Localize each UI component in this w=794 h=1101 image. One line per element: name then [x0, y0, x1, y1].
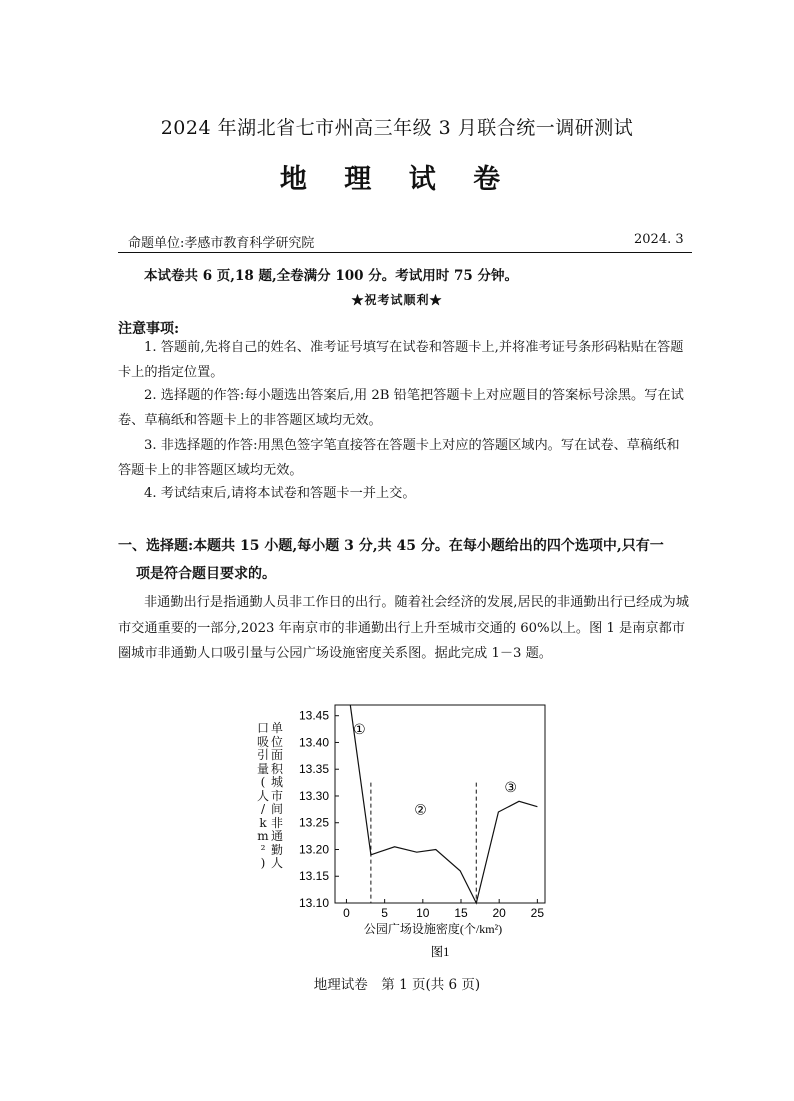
- y-tick-label: 13.25: [298, 815, 329, 830]
- x-tick-label: 15: [454, 906, 468, 920]
- region-label: ③: [504, 779, 517, 796]
- note-item-4: 4. 考试结束后,请将本试卷和答题卡一并上交。: [144, 486, 416, 501]
- y-tick-label: 13.45: [298, 708, 329, 723]
- section-heading-line2: 项是符合题目要求的。: [136, 566, 276, 582]
- exam-date: 2024. 3: [634, 232, 684, 247]
- x-tick-label: 20: [492, 906, 506, 920]
- issuing-unit: 命题单位:孝感市教育科学研究院: [128, 236, 315, 251]
- figure-caption: 图1: [430, 945, 450, 959]
- y-tick-label: 13.10: [298, 896, 329, 910]
- subject-title: 地 理 试 卷: [279, 164, 515, 195]
- x-tick-label: 5: [381, 906, 388, 920]
- notes-title: 注意事项:: [118, 321, 180, 337]
- series-line: [350, 705, 537, 903]
- y-axis-label-part1: 单 位 面 积 城 市 间 非 通 勤 人: [270, 721, 283, 870]
- x-tick-label: 0: [343, 906, 350, 920]
- chart-svg: [250, 700, 550, 970]
- note-item-1: 1. 答题前,先将自己的姓名、准考证号填写在试卷和答题卡上,并将准考证号条形码粘贴在答题卡上的指定位置。: [118, 340, 684, 380]
- y-tick-label: 13.20: [298, 842, 329, 857]
- exam-intro: 本试卷共 6 页,18 题,全卷满分 100 分。考试用时 75 分钟。: [144, 268, 518, 284]
- figure-1-chart: [250, 700, 550, 970]
- good-luck-banner: ★祝考试顺利★: [351, 293, 443, 307]
- note-item-2: 2. 选择题的作答:每小题选出答案后,用 2B 铅笔把答题卡上对应题目的答案标号涂黑。写在试卷、草稿纸和答题卡上的非答题区域均无效。: [118, 388, 684, 428]
- question-passage: 非通勤出行是指通勤人员非工作日的出行。随着社会经济的发展,居民的非通勤出行已经成为城市交通重要的一部分,2023 年南京市的非通勤出行上升至城市交通的 60%以上。图 1 是南京都市圈城市非通勤人口吸引量与公园广场设施密度关系图。据此完成 1－3 题。: [118, 595, 689, 661]
- y-tick-label: 13.15: [298, 869, 329, 884]
- page-footer: 地理试卷 第 1 页(共 6 页): [313, 977, 481, 993]
- y-tick-label: 13.40: [298, 735, 329, 750]
- y-tick-label: 13.30: [298, 788, 329, 803]
- section-heading-line1: 一、选择题:本题共 15 小题,每小题 3 分,共 45 分。在每小题给出的四个选项中,只有一: [118, 538, 664, 554]
- y-axis-label-part2: 口 吸 引 量 ( 人 / k m ² ): [256, 721, 269, 870]
- x-axis-label: 公园广场设施密度(个/km²): [363, 922, 503, 936]
- header-divider: [118, 252, 692, 253]
- section-heading: [118, 532, 694, 588]
- x-tick-label: 10: [416, 906, 430, 920]
- y-tick-label: 13.35: [298, 762, 329, 777]
- note-item-3: 3. 非选择题的作答:用黑色签字笔直接答在答题卡上对应的答题区域内。写在试卷、草稿纸和答题卡上的非答题区域均无效。: [118, 438, 680, 478]
- region-label: ②: [414, 802, 427, 819]
- x-tick-label: 25: [530, 906, 545, 920]
- exam-title: 2024 年湖北省七市州高三年级 3 月联合统一调研测试: [160, 117, 634, 139]
- region-label: ①: [353, 722, 366, 739]
